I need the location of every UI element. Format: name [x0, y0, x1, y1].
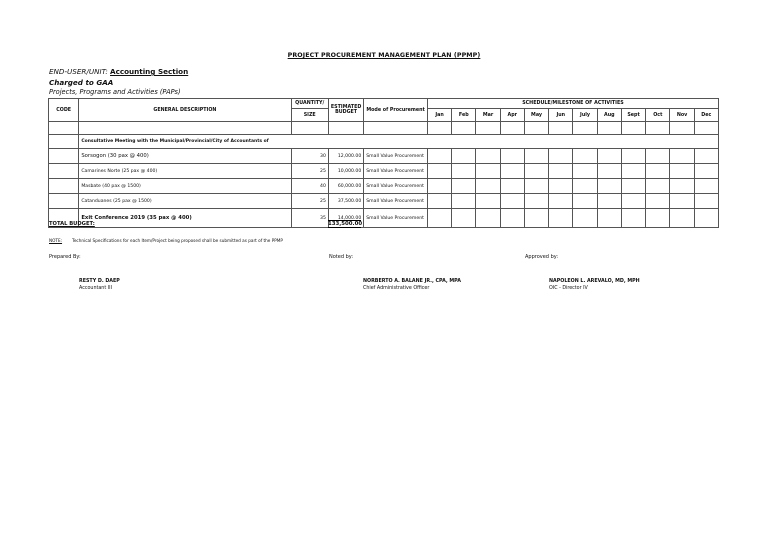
row-budget: 10,000.00	[328, 164, 363, 179]
group-row	[49, 135, 719, 149]
row-mode: Small Value Procurement	[364, 209, 428, 228]
schedule-header: SCHEDULE/MILESTONE OF ACTIVITIES	[427, 99, 718, 109]
row-description: Sorsogon (30 pax @ 400)	[79, 149, 291, 164]
row-mode: Small Value Procurement	[364, 179, 428, 194]
note-text: Technical Specifications for each Item/Project being proposed shall be submitted as part of the PPMP	[72, 238, 283, 243]
spacer-row	[49, 122, 719, 135]
prepared-by-position: Accountant III	[79, 286, 112, 291]
ppmp-table	[48, 98, 719, 228]
document-title: PROJECT PROCUREMENT MANAGEMENT PLAN (PPMP)	[287, 52, 481, 59]
estimated-label: ESTIMATED	[330, 105, 362, 110]
note-label: NOTE:	[49, 238, 63, 243]
table-row	[49, 209, 719, 228]
header-row-1	[49, 99, 719, 109]
group-label: Consultative Meeting with the Municipal/Provincial/City of Accountants of	[79, 135, 719, 149]
month-header: Aug	[597, 109, 621, 122]
end-user-line	[49, 67, 188, 76]
mode-header: Mode of Procurement	[364, 99, 428, 122]
approved-by-label: Approved by:	[525, 254, 559, 260]
row-qty: 30	[291, 149, 328, 164]
row-qty: 40	[291, 179, 328, 194]
table-row	[49, 179, 719, 194]
row-description: Exit Conference 2019 (35 pax @ 400)	[79, 209, 291, 228]
table-row	[49, 149, 719, 164]
row-budget: 14,000.00	[328, 209, 363, 228]
table-row	[49, 194, 719, 209]
month-header: Dec	[694, 109, 718, 122]
noted-by-position: Chief Administrative Officer	[363, 286, 430, 291]
row-mode: Small Value Procurement	[364, 194, 428, 209]
month-header: Jun	[549, 109, 573, 122]
prepared-by-name: RESTY D. DAEP	[79, 279, 120, 284]
month-header: May	[524, 109, 548, 122]
size-header: SIZE	[291, 109, 328, 122]
quantity-header: QUANTITY/	[291, 99, 328, 109]
row-qty: 25	[291, 194, 328, 209]
row-mode: Small Value Procurement	[364, 149, 428, 164]
month-header: Nov	[670, 109, 694, 122]
month-header: Sept	[621, 109, 645, 122]
budget-label: BUDGET	[335, 110, 358, 115]
estimated-budget-header	[328, 99, 363, 122]
total-budget-label: TOTAL BUDGET:	[49, 221, 95, 227]
row-description: Masbate (40 pax @ 1500)	[79, 179, 291, 194]
month-header: Feb	[452, 109, 476, 122]
approved-by-name: NAPOLEON L. AREVALO, MD, MPH	[549, 279, 640, 284]
end-user-value: Accounting Section	[110, 67, 189, 76]
total-budget-value: 133,500.00	[328, 221, 363, 227]
noted-by-label: Noted by:	[329, 254, 354, 260]
month-header: Oct	[646, 109, 670, 122]
month-header: Apr	[500, 109, 524, 122]
row-budget: 12,000.00	[328, 149, 363, 164]
charged-to: Charged to GAA	[49, 78, 114, 87]
row-description: Camarines Norte (25 pax @ 400)	[79, 164, 291, 179]
row-qty: 25	[291, 164, 328, 179]
row-budget: 60,000.00	[328, 179, 363, 194]
row-qty: 35	[291, 209, 328, 228]
month-header: Mar	[476, 109, 500, 122]
table-row	[49, 164, 719, 179]
paps-label: Projects, Programs and Activities (PAPs)	[49, 88, 181, 96]
row-description: Catanduanes (25 pax @ 1500)	[79, 194, 291, 209]
general-description-header: GENERAL DESCRIPTION	[79, 99, 291, 122]
row-budget: 37,500.00	[328, 194, 363, 209]
end-user-prefix: END-USER/UNIT:	[49, 67, 108, 76]
month-header: July	[573, 109, 597, 122]
code-header: CODE	[49, 99, 79, 122]
row-mode: Small Value Procurement	[364, 164, 428, 179]
approved-by-position: OIC - Director IV	[549, 286, 588, 291]
prepared-by-label: Prepared By:	[49, 254, 81, 260]
noted-by-name: NORBERTO A. BALANE JR., CPA, MPA	[363, 279, 461, 284]
month-header: Jan	[427, 109, 451, 122]
